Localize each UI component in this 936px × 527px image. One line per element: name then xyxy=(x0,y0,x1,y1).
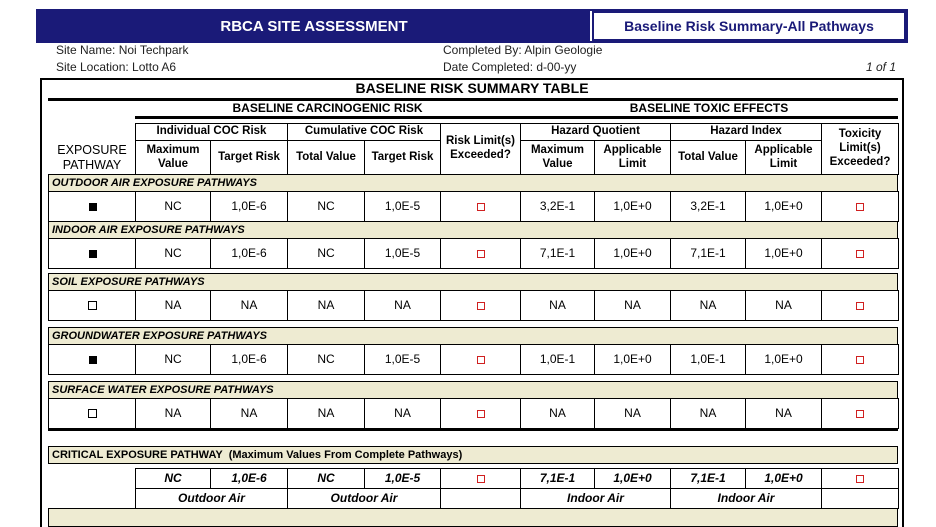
value-cell: NA xyxy=(135,290,211,321)
section-band-3: GROUNDWATER EXPOSURE PATHWAYS xyxy=(48,327,898,345)
value-cell: NC xyxy=(287,238,365,269)
critical-value-cell: 1,0E-5 xyxy=(364,468,441,489)
toxicity-limit-checkbox[interactable] xyxy=(856,302,864,310)
subheader-3: Target Risk xyxy=(364,140,441,175)
value-cell: 1,0E+0 xyxy=(745,238,822,269)
critical-pathway-name: Outdoor Air xyxy=(135,488,288,509)
header-rule xyxy=(135,116,898,119)
value-cell: 1,0E-1 xyxy=(520,344,595,375)
value-cell: 1,0E+0 xyxy=(594,344,671,375)
value-cell: 1,0E+0 xyxy=(594,191,671,222)
toxicity-limit-cell-0 xyxy=(821,191,899,222)
site-location: Site Location: Lotto A6 xyxy=(56,60,177,74)
risk-limit-cell-2 xyxy=(440,290,521,321)
complete-pathway-marker-icon xyxy=(89,203,97,211)
value-cell: NC xyxy=(135,344,211,375)
subheader-1: Target Risk xyxy=(210,140,288,175)
bottom-band xyxy=(48,508,898,527)
toxicity-limit-header: Toxicity Limit(s) Exceeded? xyxy=(821,123,899,175)
critical-value-cell: 1,0E+0 xyxy=(594,468,671,489)
critical-pathway-name: Outdoor Air xyxy=(287,488,441,509)
value-cell: 1,0E-5 xyxy=(364,238,441,269)
value-cell: NA xyxy=(670,290,746,321)
value-cell: NA xyxy=(520,290,595,321)
critical-pathway-band xyxy=(48,446,898,464)
risk-limit-checkbox[interactable] xyxy=(477,250,485,258)
critical-blank-cell xyxy=(821,488,899,509)
critical-value-cell: 7,1E-1 xyxy=(520,468,595,489)
hazard-index-header: Hazard Index xyxy=(670,123,822,141)
critical-toxicity-limit-checkbox[interactable] xyxy=(856,475,864,483)
pathway-marker-cell-3 xyxy=(48,344,136,375)
value-cell: NA xyxy=(287,290,365,321)
subheader-2: Total Value xyxy=(287,140,365,175)
value-cell: 1,0E-6 xyxy=(210,238,288,269)
risk-limit-checkbox[interactable] xyxy=(477,203,485,211)
risk-limit-cell-3 xyxy=(440,344,521,375)
value-cell: 7,1E-1 xyxy=(520,238,595,269)
date-completed: Date Completed: d-00-yy xyxy=(443,60,577,74)
value-cell: NA xyxy=(745,398,822,429)
value-cell: 1,0E-6 xyxy=(210,344,288,375)
value-cell: 3,2E-1 xyxy=(520,191,595,222)
critical-value-cell: 1,0E+0 xyxy=(745,468,822,489)
value-cell: 3,2E-1 xyxy=(670,191,746,222)
critical-pathway-name: Indoor Air xyxy=(670,488,822,509)
risk-limit-checkbox[interactable] xyxy=(477,302,485,310)
risk-limit-cell-1 xyxy=(440,238,521,269)
cumulative-coc-risk-header: Cumulative COC Risk xyxy=(287,123,441,141)
toxicity-limit-cell-2 xyxy=(821,290,899,321)
subheader-5: Applicable Limit xyxy=(594,140,671,175)
value-cell: NA xyxy=(135,398,211,429)
value-cell: 7,1E-1 xyxy=(670,238,746,269)
critical-pathway-note: (Maximum Values From Complete Pathways) xyxy=(228,449,463,461)
incomplete-pathway-marker-icon xyxy=(88,301,97,310)
value-cell: 1,0E-5 xyxy=(364,191,441,222)
carcinogenic-title: BASELINE CARCINOGENIC RISK xyxy=(232,101,423,115)
toxicity-limit-cell-1 xyxy=(821,238,899,269)
individual-coc-risk-header: Individual COC Risk xyxy=(135,123,288,141)
section-band-0: OUTDOOR AIR EXPOSURE PATHWAYS xyxy=(48,174,898,192)
toxicity-limit-checkbox[interactable] xyxy=(856,410,864,418)
complete-pathway-marker-icon xyxy=(89,250,97,258)
value-cell: NC xyxy=(287,191,365,222)
critical-pathway-name: Indoor Air xyxy=(520,488,671,509)
section-band-1: INDOOR AIR EXPOSURE PATHWAYS xyxy=(48,221,898,239)
value-cell: NA xyxy=(594,398,671,429)
critical-risk-limit-checkbox[interactable] xyxy=(477,475,485,483)
risk-limit-header: Risk Limit(s) Exceeded? xyxy=(440,123,521,175)
toxic-title: BASELINE TOXIC EFFECTS xyxy=(629,101,789,115)
pathway-marker-cell-2 xyxy=(48,290,136,321)
exposure-pathway-header: EXPOSURE PATHWAY xyxy=(48,140,136,175)
critical-pathway-label: CRITICAL EXPOSURE PATHWAY xyxy=(52,449,223,461)
value-cell: NA xyxy=(670,398,746,429)
table-title: BASELINE RISK SUMMARY TABLE xyxy=(355,80,589,96)
value-cell: NA xyxy=(210,290,288,321)
risk-limit-cell-0 xyxy=(440,191,521,222)
subheader-7: Applicable Limit xyxy=(745,140,822,175)
value-cell: NA xyxy=(594,290,671,321)
pathway-marker-cell-1 xyxy=(48,238,136,269)
pathway-marker-cell-0 xyxy=(48,191,136,222)
hazard-quotient-header: Hazard Quotient xyxy=(520,123,671,141)
critical-toxicity-limit-cell xyxy=(821,468,899,489)
toxicity-limit-checkbox[interactable] xyxy=(856,203,864,211)
critical-value-cell: 1,0E-6 xyxy=(210,468,288,489)
value-cell: 1,0E+0 xyxy=(745,344,822,375)
section-band-2: SOIL EXPOSURE PATHWAYS xyxy=(48,273,898,291)
incomplete-pathway-marker-icon xyxy=(88,409,97,418)
value-cell: NC xyxy=(135,191,211,222)
value-cell: NA xyxy=(745,290,822,321)
critical-value-cell: NC xyxy=(135,468,211,489)
value-cell: 1,0E-1 xyxy=(670,344,746,375)
value-cell: NA xyxy=(287,398,365,429)
toxicity-limit-cell-3 xyxy=(821,344,899,375)
value-cell: NA xyxy=(210,398,288,429)
subheader-4: Maximum Value xyxy=(520,140,595,175)
value-cell: 1,0E-6 xyxy=(210,191,288,222)
subheader-6: Total Value xyxy=(670,140,746,175)
critical-value-cell: 7,1E-1 xyxy=(670,468,746,489)
value-cell: NA xyxy=(364,290,441,321)
risk-limit-checkbox[interactable] xyxy=(477,410,485,418)
report-subtitle: Baseline Risk Summary-All Pathways xyxy=(592,11,906,41)
subheader-0: Maximum Value xyxy=(135,140,211,175)
toxicity-limit-checkbox[interactable] xyxy=(856,356,864,364)
complete-pathway-marker-icon xyxy=(89,356,97,364)
value-cell: NC xyxy=(287,344,365,375)
risk-limit-checkbox[interactable] xyxy=(477,356,485,364)
value-cell: 1,0E-5 xyxy=(364,344,441,375)
value-cell: NA xyxy=(520,398,595,429)
toxicity-limit-checkbox[interactable] xyxy=(856,250,864,258)
report-title: RBCA SITE ASSESSMENT xyxy=(38,11,590,41)
site-name: Site Name: Noi Techpark xyxy=(56,43,189,57)
critical-risk-limit-cell xyxy=(440,468,521,489)
risk-limit-cell-4 xyxy=(440,398,521,429)
value-cell: 1,0E+0 xyxy=(745,191,822,222)
page-number: 1 of 1 xyxy=(866,60,897,74)
section-band-4: SURFACE WATER EXPOSURE PATHWAYS xyxy=(48,381,898,399)
toxicity-limit-cell-4 xyxy=(821,398,899,429)
value-cell: NC xyxy=(135,238,211,269)
value-cell: NA xyxy=(364,398,441,429)
critical-value-cell: NC xyxy=(287,468,365,489)
pathway-marker-cell-4 xyxy=(48,398,136,429)
value-cell: 1,0E+0 xyxy=(594,238,671,269)
completed-by: Completed By: Alpin Geologie xyxy=(443,43,603,57)
critical-blank-cell xyxy=(440,488,521,509)
section-end-rule xyxy=(48,429,898,431)
